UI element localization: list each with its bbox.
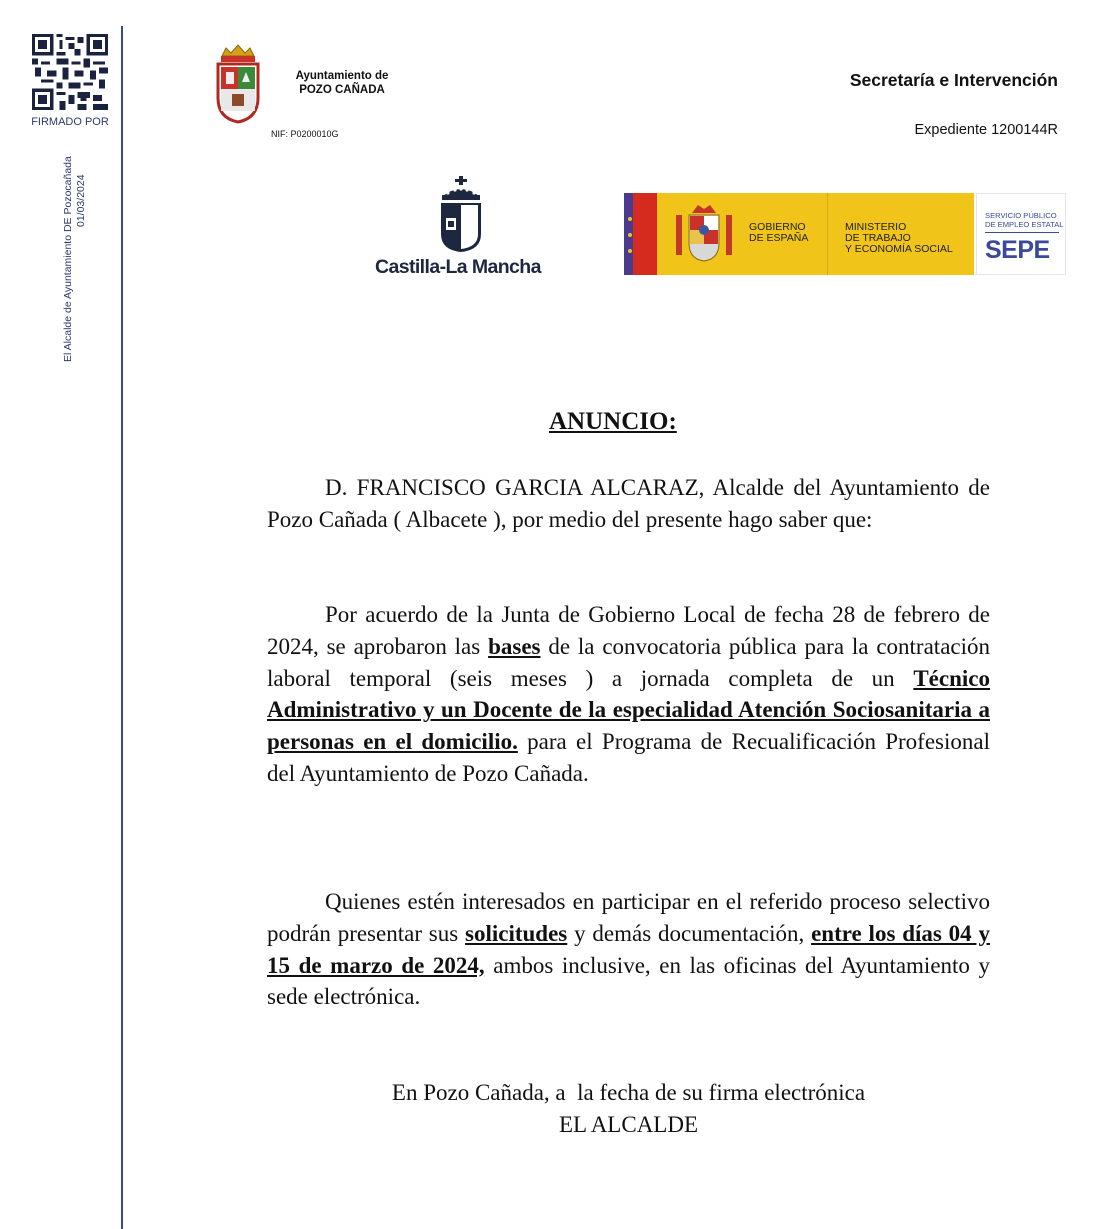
banner-divider [827,193,828,275]
expediente-number: Expediente 1200144R [914,122,1058,138]
agreement-text-a: Por acuerdo de la Junta de Gobierno Local de fecha 28 de febrero de 2024, se aprobaron las [267,602,990,659]
positions-emphasis: Técnico Administrativo y un Docente de la especialidad Atención Sociosanitaria a personas en el domicilio. [267,665,990,755]
gobierno-sepe-banner [624,193,1066,275]
application-text-c: y demás documentación, [567,920,812,946]
signature-block [267,1077,990,1141]
solicitudes-emphasis: solicitudes [465,920,568,946]
sepe-subtitle [985,211,1064,229]
firmado-por-label: FIRMADO POR [31,116,109,128]
ministerio-line3: Y ECONOMÍA SOCIAL [845,243,953,255]
eu-stars-icon [626,215,634,255]
application-text-a: Quienes estén interesados en participar en el referido proceso selectivo podrán presentar sus [267,889,990,946]
bases-emphasis: bases [488,633,541,659]
nif: NIF: P0200010G [271,129,339,139]
castilla-la-mancha-emblem-icon [434,176,488,254]
deadline-emphasis: entre los días 04 y 15 de marzo de 2024, [267,920,991,978]
signer-name: El Alcalde de Ayuntamiento DE Pozocañada [62,156,74,362]
sepe-rule [985,232,1059,233]
signature-vertical-text [62,156,88,362]
intro-paragraph [267,472,990,536]
application-text-e: ambos inclusive, en las oficinas del Ayuntamiento y sede electrónica. [267,952,990,1010]
agreement-text-c: de la convocatoria pública para la contratación laboral temporal (seis meses ) a jornada completa de un [267,633,990,691]
closing-line: En Pozo Cañada, a la fecha de su firma electrónica [391,1080,866,1105]
ministerio-line1: MINISTERIO [845,221,907,233]
castilla-la-mancha-wordmark: Castilla-La Mancha [375,256,541,278]
ministerio-label [845,222,953,255]
margin-rule [121,26,123,1229]
sepe-subtitle-line2: DE EMPLEO ESTATAL [985,220,1064,229]
document-title: ANUNCIO: [549,408,677,435]
qr-code [32,34,108,110]
sepe-subtitle-line1: SERVICIO PÚBLICO [985,211,1057,220]
agreement-paragraph [267,599,990,790]
gobierno-de-espana-label [749,222,808,244]
ayuntamiento-line1: Ayuntamiento de [295,70,389,82]
agreement-text-e: para el Programa de Recualificación Profesional del Ayuntamiento de Pozo Cañada. [267,729,990,786]
signatory: EL ALCALDE [558,1111,699,1137]
sepe-wordmark: SEPE [985,236,1050,264]
sepe-logo [976,193,1066,275]
application-paragraph [267,886,990,1013]
gobierno-line2: DE ESPAÑA [749,232,809,244]
pozo-canada-crest-icon [214,42,262,124]
gobierno-line1: GOBIERNO [749,221,806,233]
intro-text: D. FRANCISCO GARCIA ALCARAZ, Alcalde del Ayuntamiento de Pozo Cañada ( Albacete ), por medio del presente hago saber que: [267,475,990,532]
signature-date: 01/03/2024 [75,174,87,227]
ministerio-line2: DE TRABAJO [845,232,911,244]
ayuntamiento-name [272,69,412,97]
spain-coat-of-arms-icon [672,203,736,265]
spain-flag-stripe [633,193,657,275]
ayuntamiento-line2: POZO CAÑADA [299,84,385,96]
department-heading: Secretaría e Intervención [849,70,1058,90]
